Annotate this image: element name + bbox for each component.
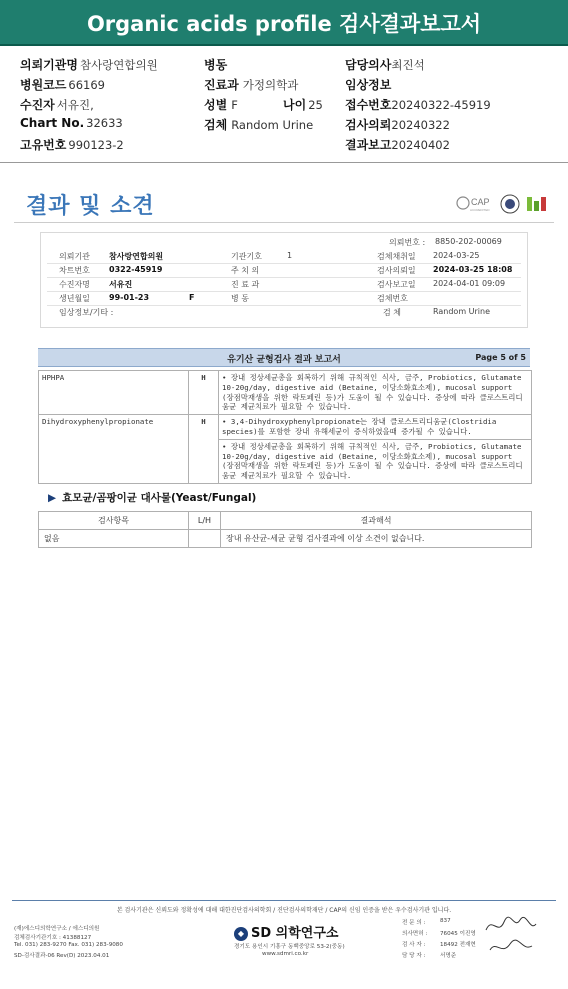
staff-label: 담 당 자 : [402, 953, 426, 959]
staff-label: 검 사 자 : [402, 942, 426, 948]
header-value: 최진석 [391, 58, 425, 72]
interpretation: • 장내 정상세균총을 회복하기 위해 규칙적인 식사, 금주, Probiotics, Glutamate 10-20g/day, digestive aid (Betaine, 이당소화효소제), mucosal support (장점막재생을 위한 락토페린 등)가 도움이 될 수 있습니다. 증상에 따라 클로스트리디움균 제균치료가 필요할 수 있습니다. [219, 371, 532, 415]
header-label: 병원코드 [20, 78, 67, 92]
yeast-flag [189, 530, 221, 548]
analyte-name: HPHPA [39, 371, 189, 415]
sd-logo-icon: ◆ [234, 927, 248, 941]
table-header-row [39, 512, 532, 530]
specimen-value: Random Urine [433, 307, 491, 316]
header-value: 20240402 [391, 138, 450, 152]
svg-text:CAP: CAP [471, 197, 490, 207]
high-flag: H [189, 415, 219, 484]
patient-cell: 차트번호 [59, 266, 90, 275]
header-label: 수진자 [20, 98, 55, 112]
staff-value: 서명준 [440, 953, 457, 959]
patient-cell: 기관기호 [231, 252, 262, 261]
results-section-header [38, 348, 530, 367]
lti-logo-icon [527, 197, 546, 211]
row-divider [47, 305, 521, 306]
header-field [20, 56, 158, 73]
high-flag: H [189, 371, 219, 415]
table-row [39, 530, 532, 548]
footer-left-3: Tel. 031) 283-9270 Fax. 031) 283-9080 [14, 942, 123, 948]
triangle-right-icon: ▶ [48, 492, 57, 504]
patient-cell: 0322-45919 [109, 265, 163, 274]
patient-cell: 2024-04-01 09:09 [433, 279, 506, 288]
patient-cell: 검체번호 [377, 294, 408, 303]
header-label: 결과보고 [345, 138, 392, 152]
header-field [345, 76, 391, 93]
header-field [345, 96, 491, 113]
footer-left-2: 검체검사기관기호 : 41388127 [14, 935, 92, 941]
patient-cell: 참사랑연합의원 [109, 252, 164, 261]
results-section-title: 유기산 균형검사 결과 보고서 [227, 355, 341, 365]
header-field [345, 136, 450, 153]
table-row [39, 371, 532, 415]
accreditation-notice: 본 검사기관은 신뢰도와 정확성에 대해 대한진단검사의학회 / 진단검사의학재단 / CAP의 신임 인증을 받은 우수검사기관 입니다. [116, 907, 452, 914]
header-field [20, 76, 105, 93]
header-label: 임상정보 [345, 78, 392, 92]
patient-cell: 1 [287, 251, 293, 260]
staff-label: 의사면허 : [402, 931, 428, 937]
patient-cell: 2024-03-25 18:08 [433, 265, 513, 274]
staff-value: 18492 전재현 [440, 942, 476, 948]
analyte-name: Dihydroxyphenylpropionate [39, 415, 189, 484]
patient-cell: 병 동 [231, 294, 249, 303]
patient-cell: 검사보고일 [377, 280, 416, 289]
cap-logo-icon [457, 197, 490, 212]
row-divider [47, 291, 521, 292]
header-label: 나이 [283, 98, 307, 112]
footer-address: 경기도 용인시 기흥구 동백중앙로 53-2(중동) [234, 944, 345, 950]
header-value: 32633 [86, 116, 123, 130]
yeast-item: 없음 [39, 530, 189, 548]
header-field [20, 116, 123, 130]
patient-cell: 주 치 의 [231, 266, 260, 275]
header-field [20, 96, 94, 113]
patient-cell: 의뢰기관 [59, 252, 90, 261]
header-label: 검사의뢰 [345, 118, 392, 132]
header-label: 접수번호 [345, 98, 392, 112]
seal-logo-icon [501, 195, 519, 213]
header-label: 성별 [204, 98, 228, 112]
yeast-interpretation: 장내 유산균-세균 균형 검사결과에 이상 소견이 없습니다. [221, 530, 532, 548]
header-value: F [231, 98, 238, 112]
patient-cell: 수진자명 [59, 280, 90, 289]
header-value: 참사랑연합의원 [79, 58, 158, 72]
col-header: L/H [189, 512, 221, 530]
header-field [204, 76, 298, 93]
interpretation: • 장내 정상세균총을 회복하기 위해 규칙적인 식사, 금주, Probiotics, Glutamate 10-20g/day, digestive aid (Betaine, 이당소화효소제), mucosal support (장점막재생을 위한 락토페린 등)가 도움이 될 수 있습니다. 증상에 따라 클로스트리디움균 제균치료가 필요할 수 있습니다. [219, 439, 532, 483]
clinical-info-label: 임상정보/기타 : [59, 308, 114, 317]
patient-gender: F [189, 293, 195, 302]
header-value: Random Urine [231, 118, 314, 132]
accreditation-logos [455, 192, 550, 218]
header-label: 의뢰기관명 [20, 58, 78, 72]
header-field [204, 56, 231, 73]
row-divider [47, 277, 521, 278]
header-value: 서유진, [56, 98, 94, 112]
header-label: 검체 [204, 118, 228, 132]
patient-cell: 검체채취일 [377, 252, 416, 261]
table-row [39, 415, 532, 440]
header-value: 25 [308, 98, 323, 112]
patient-cell: 생년월일 [59, 294, 90, 303]
report-banner: Organic acids profile 검사결과보고서 [0, 0, 568, 46]
patient-cell: 2024-03-25 [433, 251, 480, 260]
header-value: 20240322 [391, 118, 450, 132]
results-table [38, 370, 532, 484]
header-label: 고유번호 [20, 138, 67, 152]
patient-cell: 99-01-23 [109, 293, 150, 302]
report-section-title: 결과 및 소견 [26, 194, 155, 219]
header-value: 66169 [68, 78, 105, 92]
row-divider [47, 263, 521, 264]
header-field [204, 116, 313, 133]
patient-info-box [40, 232, 528, 328]
col-header: 검사항목 [39, 512, 189, 530]
footer-divider [12, 900, 556, 901]
footer-left-4: SD-검사결과-06 Rev(D) 2023.04.01 [14, 953, 110, 959]
interpretation: • 3,4-Dihydroxyphenylpropionate는 장내 클로스트리디움균(Clostridia species)를 포함한 장내 유해세균이 증식하였을때 증가될 수 있습니다. [219, 415, 532, 440]
header-label: 진료과 [204, 78, 239, 92]
header-label: 담당의사 [345, 58, 392, 72]
staff-value: 76045 이진영 [440, 931, 476, 937]
header-field [345, 56, 425, 73]
footer-left-1: (재)에스디의학연구소 / 에스디의원 [14, 926, 100, 932]
header-value: 가정의학과 [242, 78, 299, 92]
yeast-table [38, 511, 532, 548]
staff-label: 전 문 의 : [402, 920, 426, 926]
yeast-subtitle: ▶ 효모균/곰팡이균 대사물(Yeast/Fungal) [48, 492, 257, 504]
header-field [283, 96, 323, 113]
svg-text:ACCREDITED: ACCREDITED [470, 208, 490, 212]
patient-cell: 검사의뢰일 [377, 266, 416, 275]
col-header: 결과해석 [221, 512, 532, 530]
request-number: 8850-202-00069 [435, 237, 502, 246]
request-number-label: 의뢰번호 : [389, 238, 426, 247]
header-field [204, 96, 238, 113]
divider [14, 222, 554, 223]
patient-cell: 서유진 [109, 280, 133, 289]
header-label: Chart No. [20, 116, 85, 130]
page-indicator: Page 5 of 5 [475, 353, 526, 362]
sd-logo: ◆ SD 의학연구소 [234, 922, 338, 941]
signature-image [480, 912, 540, 958]
header-value: 990123-2 [68, 138, 124, 152]
header-value: 20240322-45919 [391, 98, 491, 112]
specimen-label: 검 체 [383, 308, 401, 317]
patient-cell: 진 료 과 [231, 280, 260, 289]
footer-web: www.sdmri.co.kr [262, 951, 309, 957]
header-field [345, 116, 450, 133]
header-field [20, 136, 124, 153]
header-label: 병동 [204, 58, 228, 72]
staff-value: 837 [440, 918, 451, 924]
